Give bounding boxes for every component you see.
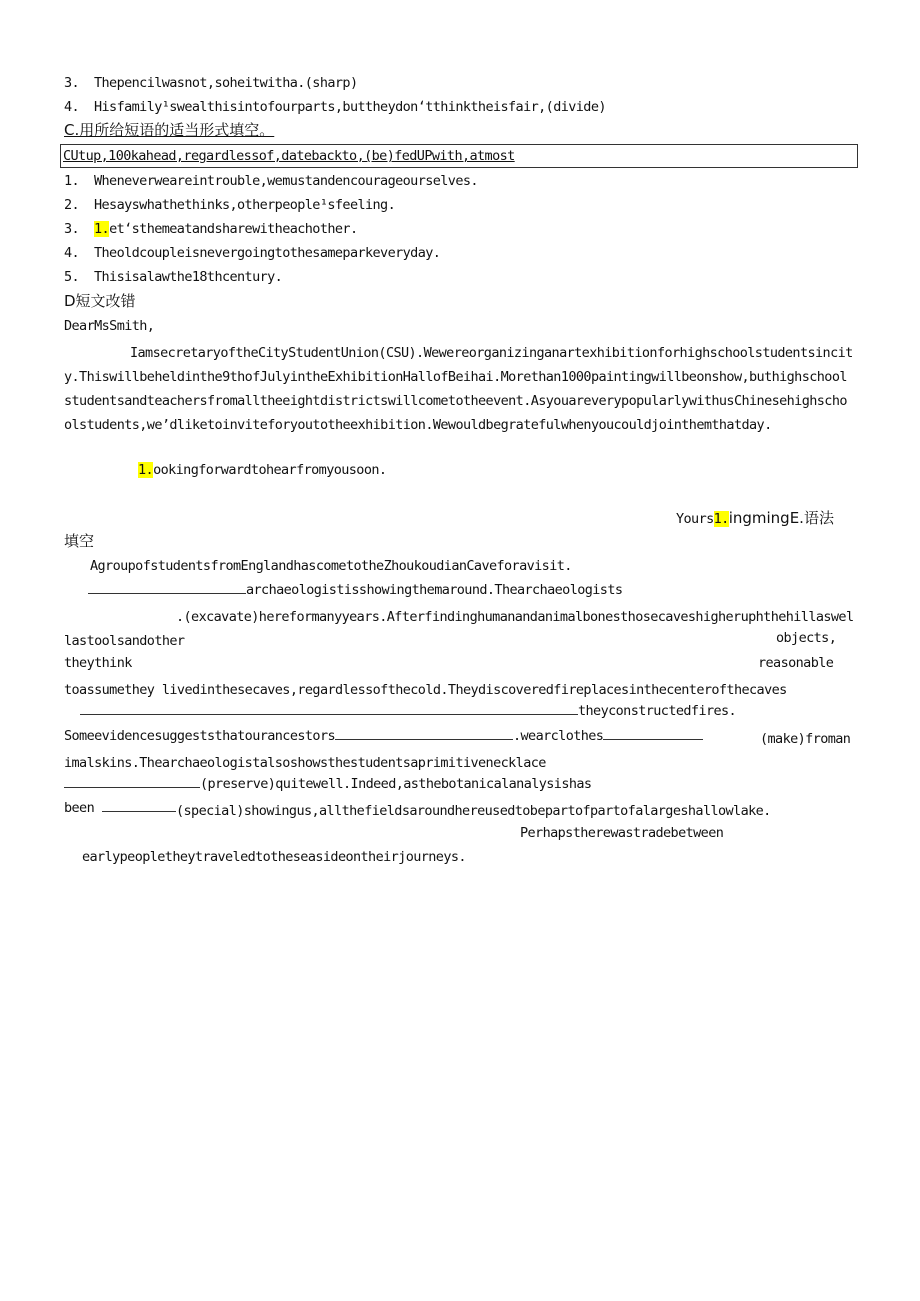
passage-line: (make)fromanimalskins.Thearchaeologistalsoshowsthestudentsaprimitivenecklace xyxy=(64,731,851,771)
answer-blank[interactable] xyxy=(80,702,578,715)
highlight-mark: 1. xyxy=(94,221,110,237)
exercise-item: 3. 1.etʻsthemeatandsharewitheachother. xyxy=(64,221,358,237)
exercise-item: 5. Thisisalawthe18thcentury. xyxy=(64,269,283,285)
letter-salutation: DearMsSmith, xyxy=(64,318,155,334)
passage-line: toassumethey livedinthesecaves,regardlessofthecold.Theydiscoveredfireplacesinthecenterofthecaves xyxy=(64,682,787,698)
exercise-item: 1. Wheneverweareintrouble,wemustandencourageourselves. xyxy=(64,173,478,189)
exercise-item: 3. Thepencilwasnot,soheitwitha.(sharp) xyxy=(64,75,358,91)
passage-line: been xyxy=(64,799,176,817)
exercise-item: 4. Theoldcoupleisnevergoingtothesameparkeveryday. xyxy=(64,245,441,261)
exercise-item: 4. Hisfamily¹swealthisintofourparts,buttheydonʻtthinktheisfair,(divide) xyxy=(64,99,606,115)
letter-body: IamsecretaryoftheCityStudentUnion(CSU).Wewereorganizinganartexhibitionforhighschoolstudentsincity.Thiswillbeheldinthe9thofJulyintheExhibitionHallofBeihai.Morethan1000paintingwillbeonshow,buthighschoolstudentsandteachersfromalltheeightdistrictswillcometotheevent.AsyouareverypopularlywithusChinesehighschoolstudents,we’dliketoinviteforyoutotheexhibition.Wewouldbegratefulwhenyoucouldjointhemthatday. xyxy=(64,345,853,433)
section-heading: C.用所给短语的适当形式填空。 xyxy=(64,121,275,139)
passage-line: AgroupofstudentsfromEnglandhascometotheZhoukoudianCaveforavisit. xyxy=(90,558,572,574)
passage-line: theyconstructedfires. xyxy=(80,702,736,720)
highlight-mark: 1. xyxy=(138,462,154,478)
phrase-box xyxy=(60,144,858,168)
passage-line: Perhapstherewastradebetween xyxy=(520,825,724,841)
passage-line: objects, xyxy=(776,630,837,646)
phrase-list: CUtup,100kahead,regardlessof,datebackto,(be)fedUPwith,atmost xyxy=(63,148,515,164)
passage-line: reasonable xyxy=(758,655,834,671)
section-heading: D短文改错 xyxy=(64,292,136,310)
passage-line: (special)showingus,allthefieldsaroundhereusedtobepartofpartofalargeshallowlake. xyxy=(176,803,771,819)
highlight-mark: 1. xyxy=(713,511,729,527)
passage-line: Someevidencesuggeststhatourancestors .wearclothes xyxy=(64,727,703,745)
passage-line: theythink xyxy=(64,655,132,671)
letter-closing: 1.ookingforwardtohearfromyousoon. xyxy=(138,462,387,478)
answer-blank[interactable] xyxy=(88,581,246,594)
passage-line: archaeologistisshowingthemaround.Thearchaeologists xyxy=(88,581,622,599)
answer-blank[interactable] xyxy=(64,775,200,788)
passage-line: (preserve)quitewell.Indeed,asthebotanicalanalysishas xyxy=(64,775,591,793)
exercise-item: 2. Hesayswhathethinks,otherpeople¹sfeeling. xyxy=(64,197,396,213)
section-heading: 填空 xyxy=(64,532,95,550)
letter-signoff: Yours1.ingmingE.语法 xyxy=(676,509,834,527)
passage-line: .(excavate)hereformanyyears.Afterfindinghumanandanimalbonesthosecaveshigheruphthehillaswellastoolsandother xyxy=(64,609,854,649)
passage-line: earlypeopletheytraveledtotheseasideontheirjourneys. xyxy=(82,849,466,865)
